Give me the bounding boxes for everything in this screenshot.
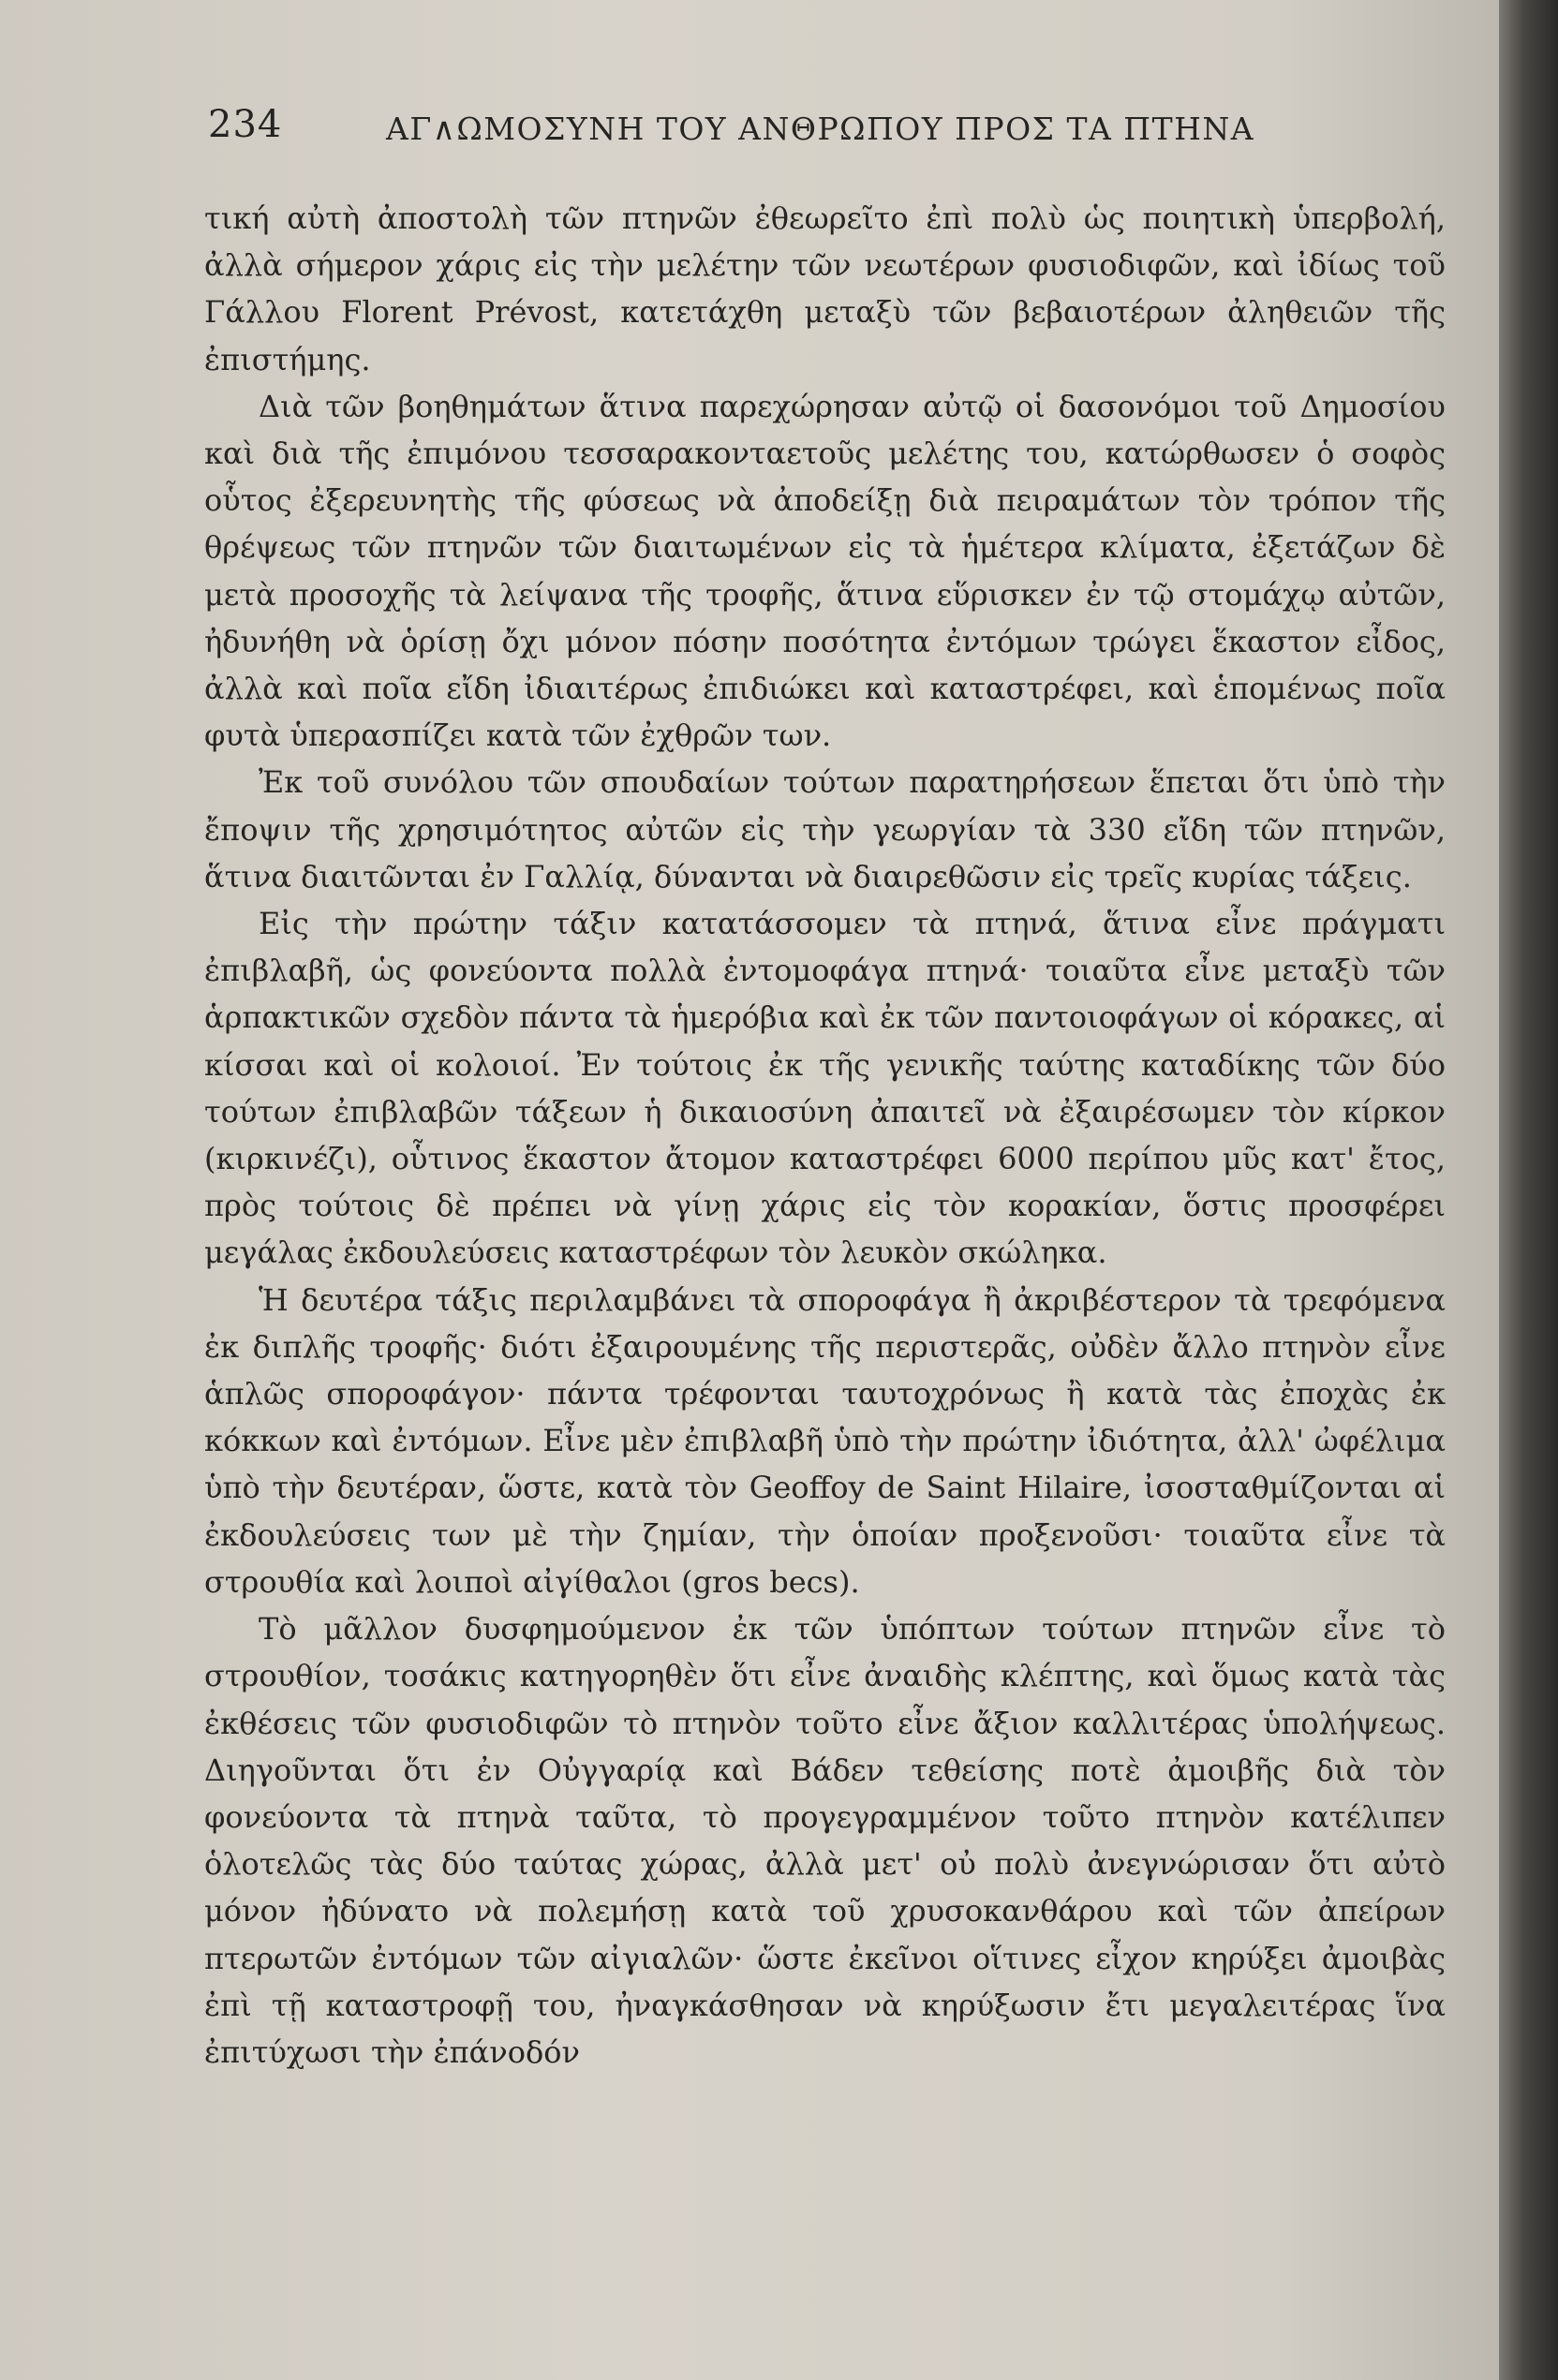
paragraph-3: Ἐκ τοῦ συνόλου τῶν σπουδαίων τούτων παρατηρήσεων ἕπεται ὅτι ὑπὸ τὴν ἔποψιν τῆς χρησιμότητος αὐτῶν εἰς τὴν γεωργίαν τὰ 330 εἴδη τῶν πτηνῶν, ἅτινα διαιτῶνται ἐν Γαλλίᾳ, δύνανται νὰ διαιρεθῶσιν εἰς τρεῖς κυρίας τάξεις. [204,764,1446,894]
book-gutter-shadow [1499,0,1558,2380]
paragraph-2: Διὰ τῶν βοηθημάτων ἅτινα παρεχώρησαν αὐτῷ οἱ δασονόμοι τοῦ Δημοσίου καὶ διὰ τῆς ἐπιμόνου τεσσαρακονταετοῦς μελέτης του, κατώρθωσεν ὁ σοφὸς οὗτος ἐξερευνητὴς τῆς φύσεως νὰ ἀποδείξῃ διὰ πειραμάτων τὸν τρόπον τῆς θρέψεως τῶν πτηνῶν τῶν διαιτωμένων εἰς τὰ ἡμέτερα κλίματα, ἐξετάζων δὲ μετὰ προσοχῆς τὰ λείψανα τῆς τροφῆς, ἅτινα εὕρισκεν ἐν τῷ στομάχῳ αὐτῶν, ἠδυνήθη νὰ ὁρίσῃ ὄχι μόνον πόσην ποσότητα ἐντόμων τρώγει ἕκαστον εἶδος, ἀλλὰ καὶ ποῖα εἴδη ἰδιαιτέρως ἐπιδιώκει καὶ καταστρέφει, καὶ ἑπομένως ποῖα φυτὰ ὑπερασπίζει κατὰ τῶν ἐχθρῶν των. [204,388,1446,754]
paragraph-1: τική αὐτὴ ἀποστολὴ τῶν πτηνῶν ἐθεωρεῖτο ἐπὶ πολὺ ὡς ποιητικὴ ὑπερβολή, ἀλλὰ σήμερον χάρις εἰς τὴν μελέτην τῶν νεωτέρων φυσιοδιφῶν, καὶ ἰδίως τοῦ Γάλλου Florent Prévost, κατετάχθη μεταξὺ τῶν βεβαιοτέρων ἀληθειῶν τῆς ἐπιστήμης. [204,200,1446,377]
running-title: ΑΓ∧ΩΜΟΣΥΝΗ ΤΟΥ ΑΝΘΡΩΠΟΥ ΠΡΟΣ ΤΑ ΠΤΗΝΑ [386,111,1255,147]
page-header [208,103,1276,159]
paragraph-4: Εἰς τὴν πρώτην τάξιν κατατάσσομεν τὰ πτηνά, ἅτινα εἶνε πράγματι ἐπιβλαβῆ, ὡς φονεύοντα πολλὰ ἐντομοφάγα πτηνά· τοιαῦτα εἶνε μεταξὺ τῶν ἁρπακτικῶν σχεδὸν πάντα τὰ ἡμερόβια καὶ ἐκ τῶν παντοιοφάγων οἱ κόρακες, αἱ κίσσαι καὶ οἱ κολοιοί. Ἐν τούτοις ἐκ τῆς γενικῆς ταύτης καταδίκης τῶν δύο τούτων ἐπιβλαβῶν τάξεων ἡ δικαιοσύνη ἀπαιτεῖ νὰ ἐξαιρέσωμεν τὸν κίρκον (κιρκινέζι), οὗτινος ἕκαστον ἄτομον καταστρέφει 6000 περίπου μῦς κατ' ἔτος, πρὸς τούτοις δὲ πρέπει νὰ γίνῃ χάρις εἰς τὸν κορακίαν, ὅστις προσφέρει μεγάλας ἐκδουλεύσεις καταστρέφων τὸν λευκὸν σκώληκα. [204,906,1446,1271]
page-number: 234 [208,103,283,146]
body-text [204,195,1446,2076]
paragraph-5: Ἡ δευτέρα τάξις περιλαμβάνει τὰ σποροφάγα ἢ ἀκριβέστερον τὰ τρεφόμενα ἐκ διπλῆς τροφῆς· διότι ἐξαιρουμένης τῆς περιστερᾶς, οὐδὲν ἄλλο πτηνὸν εἶνε ἁπλῶς σποροφάγον· πάντα τρέφονται ταυτοχρόνως ἢ κατὰ τὰς ἐποχὰς ἐκ κόκκων καὶ ἐντόμων. Εἶνε μὲν ἐπιβλαβῆ ὑπὸ τὴν πρώτην ἰδιότητα, ἀλλ' ὠφέλιμα ὑπὸ τὴν δευτέραν, ὥστε, κατὰ τὸν Geoffoy de Saint Hilaire, ἰσοσταθμίζονται αἱ ἐκδουλεύσεις των μὲ τὴν ζημίαν, τὴν ὁποίαν προξενοῦσι· τοιαῦτα εἶνε τὰ στρουθία καὶ λοιποὶ αἰγίθαλοι (gros becs). [204,1281,1446,1600]
paragraph-6: Τὸ μᾶλλον δυσφημούμενον ἐκ τῶν ὑπόπτων τούτων πτηνῶν εἶνε τὸ στρουθίον, τοσάκις κατηγορηθὲν ὅτι εἶνε ἀναιδὴς κλέπτης, καὶ ὅμως κατὰ τὰς ἐκθέσεις τῶν φυσιοδιφῶν τὸ πτηνὸν τοῦτο εἶνε ἄξιον καλλιτέρας ὑπολήψεως. Διηγοῦνται ὅτι ἐν Οὐγγαρίᾳ καὶ Βάδεν τεθείσης ποτὲ ἀμοιβῆς διὰ τὸν φονεύοντα τὰ πτηνὰ ταῦτα, τὸ προγεγραμμένον τοῦτο πτηνὸν κατέλιπεν ὁλοτελῶς τὰς δύο ταύτας χώρας, ἀλλὰ μετ' οὐ πολὺ ἀνεγνώρισαν ὅτι αὐτὸ μόνον ἠδύνατο νὰ πολεμήσῃ κατὰ τοῦ χρυσοκανθάρου καὶ τῶν ἀπείρων πτερωτῶν ἐντόμων τῶν αἰγιαλῶν· ὥστε ἐκεῖνοι οἵτινες εἶχον κηρύξει ἀμοιβὰς ἐπὶ τῇ καταστροφῇ του, ἠναγκάσθησαν νὰ κηρύξωσιν ἔτι μεγαλειτέρας ἵνα ἐπιτύχωσι τὴν ἐπάνοδόν [204,1611,1446,2070]
